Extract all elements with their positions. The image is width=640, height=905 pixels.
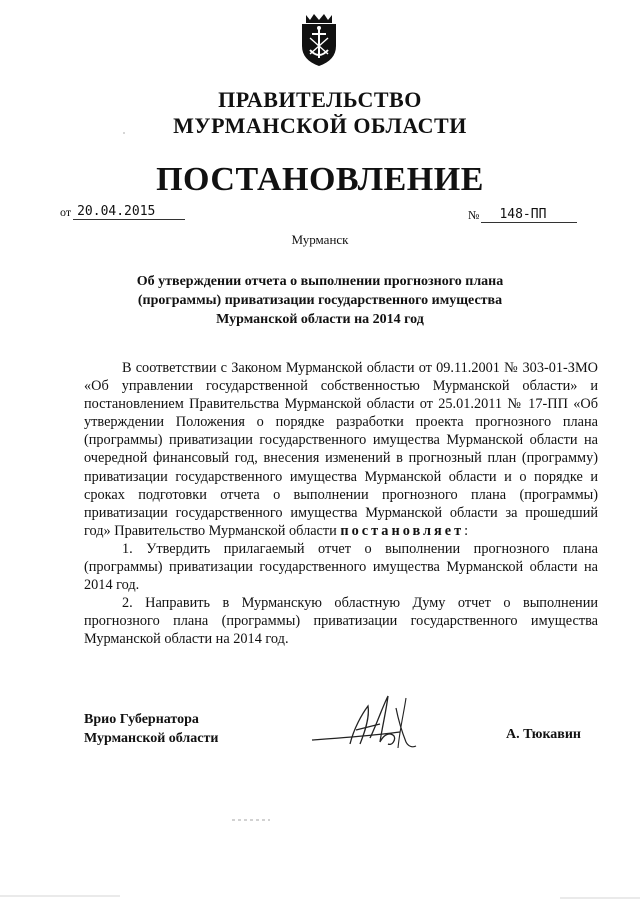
document-body xyxy=(84,359,598,649)
government-title-line2: МУРМАНСКОЙ ОБЛАСТИ xyxy=(173,113,467,138)
document-city: Мурманск xyxy=(291,232,349,247)
item-2-paragraph: 2. Направить в Мурманскую областную Думу отчет о выполнении прогнозного плана (программы) приватизации государственного имущества Мурманской области на 2014 год. xyxy=(84,595,598,648)
subject-line1: Об утверждении отчета о выполнении прогнозного плана xyxy=(136,274,504,289)
item-1-paragraph: 1. Утвердить прилагаемый отчет о выполнении прогнозного плана (программы) приватизации государственного имущества Мурманской области на 2014 год. xyxy=(84,540,598,594)
decree-word: постановляет xyxy=(340,522,465,539)
number-prefix: № xyxy=(468,208,480,222)
signer-position-line2: Мурманской области xyxy=(84,731,219,746)
document-subject xyxy=(120,272,520,329)
government-title-line1: ПРАВИТЕЛЬСТВО xyxy=(218,87,422,112)
subject-line3: Мурманской области на 2014 год xyxy=(216,312,424,327)
date-value: 20.04.2015 xyxy=(73,205,185,220)
document-type-title: ПОСТАНОВЛЕНИЕ xyxy=(156,161,484,198)
subject-line2: (программы) приватизации государственного имущества xyxy=(137,293,503,308)
signer-name: А. Тюкавин xyxy=(506,727,581,742)
preamble-paragraph xyxy=(84,359,598,540)
murmansk-coat-of-arms-icon xyxy=(296,12,342,68)
document-number xyxy=(468,208,577,223)
signer-position-line1: Врио Губернатора xyxy=(84,712,199,727)
signer-position xyxy=(84,710,218,748)
document-date xyxy=(60,205,185,220)
handwritten-signature-icon xyxy=(310,688,430,758)
preamble-text: В соответствии с Законом Мурманской области от 09.11.2001 № 303-01-ЗМО «Об управлении государственной собственностью Мурманской области» и постановлением Правительства Мурманской области от 25.01.2011 № 17-ПП «Об утверждении Положения о порядке разработки проекта прогнозного плана (программы) приватизации государственного имущества Мурманской области на очередной финансовый год, внесения изменений в прогнозный план (программу) приватизации государственного имущества Мурманской области и о порядке и сроках подготовки отчета о выполнении прогнозного плана (программы) приватизации государственного имущества Мурманской области за прошедший год» Правительство Мурманской области xyxy=(84,360,598,539)
decree-colon: : xyxy=(464,522,469,539)
number-value: 148-ПП xyxy=(481,208,577,223)
date-prefix: от xyxy=(60,205,72,219)
